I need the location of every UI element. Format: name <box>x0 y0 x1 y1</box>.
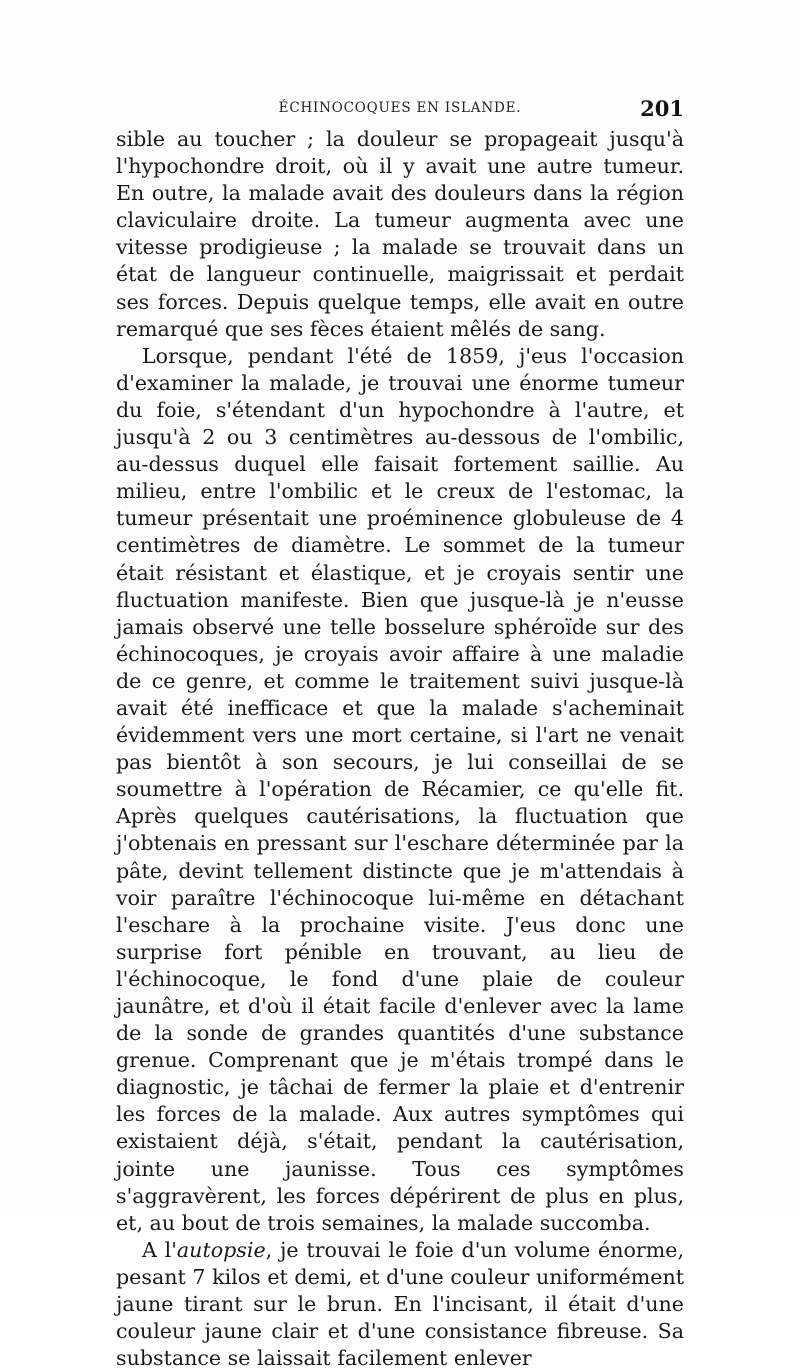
paragraph-examination: Lorsque, pendant l'été de 1859, j'eus l'occasion d'examiner la malade, je trouvai une énorme tumeur du foie, s'étendant d'un hypochondre à l'autre, et jusqu'à 2 ou 3 centimètres au-dessous de l'ombilic, au-dessus duquel elle faisait fortement saillie. Au milieu, entre l'ombilic et le creux de l'estomac, la tumeur présentait une proéminence globuleuse de 4 centimètres de diamètre. Le sommet de la tumeur était résistant et élastique, et je croyais sentir une fluctuation manifeste. Bien que jusque-là je n'eusse jamais observé une telle bosselure sphéroïde sur des échinocoques, je croyais avoir affaire à une maladie de ce genre, et comme le traitement suivi jusque-là avait été inefficace et que la malade s'acheminait évidemment vers une mort certaine, si l'art ne venait pas bientôt à son secours, je lui conseillai de se soumettre à l'opération de Récamier, ce qu'elle fit. Après quelques cautérisations, la fluctuation que j'obtenais en pressant sur l'eschare déterminée par la pâte, devint tellement distincte que je m'attendais à voir paraître l'échinocoque lui-même en détachant l'eschare à la prochaine visite. J'eus donc une surprise fort pénible en trouvant, au lieu de l'échinocoque, le fond d'une plaie de couleur jaunâtre, et d'où il était facile d'enlever avec la lame de la sonde de grandes quantités d'une substance grenue. Comprenant que je m'étais trompé dans le diagnostic, je tâchai de fermer la plaie et d'entrenir les forces de la malade. Aux autres symptômes qui existaient déjà, s'était, pendant la cautérisation, jointe une jaunisse. Tous ces symptômes s'aggravèrent, les forces dépérirent de plus en plus, et, au bout de trois semaines, la malade succomba. <box>116 343 684 1235</box>
paragraph-continued: sible au toucher ; la douleur se propageait jusqu'à l'hypochondre droit, où il y avait une autre tumeur. En outre, la malade avait des douleurs dans la région claviculaire droite. La tumeur augmenta avec une vitesse prodigieuse ; la malade se trouvait dans un état de langueur continuelle, maigrissait et perdait ses forces. Depuis quelque temps, elle avait en outre remarqué que ses fèces étaient mêlés de sang. <box>116 127 684 341</box>
autopsy-emphasis: autopsie <box>176 1237 266 1262</box>
running-title: ÉCHINOCOQUES EN ISLANDE. <box>278 100 522 116</box>
body-text <box>116 126 684 1372</box>
paragraph-autopsy-prefix: A l' <box>142 1237 177 1262</box>
page-number: 201 <box>640 96 684 121</box>
paragraph-autopsy <box>116 1237 684 1372</box>
paragraph-autopsy-text: , je trouvai le foie d'un volume énorme, pesant 7 kilos et demi, et d'une couleur uniformément jaune tirant sur le brun. En l'incisant, il était d'une couleur jaune clair et d'une consistance fibreuse. Sa substance se laissait facilement enlever <box>116 1237 684 1371</box>
running-header <box>116 96 684 124</box>
